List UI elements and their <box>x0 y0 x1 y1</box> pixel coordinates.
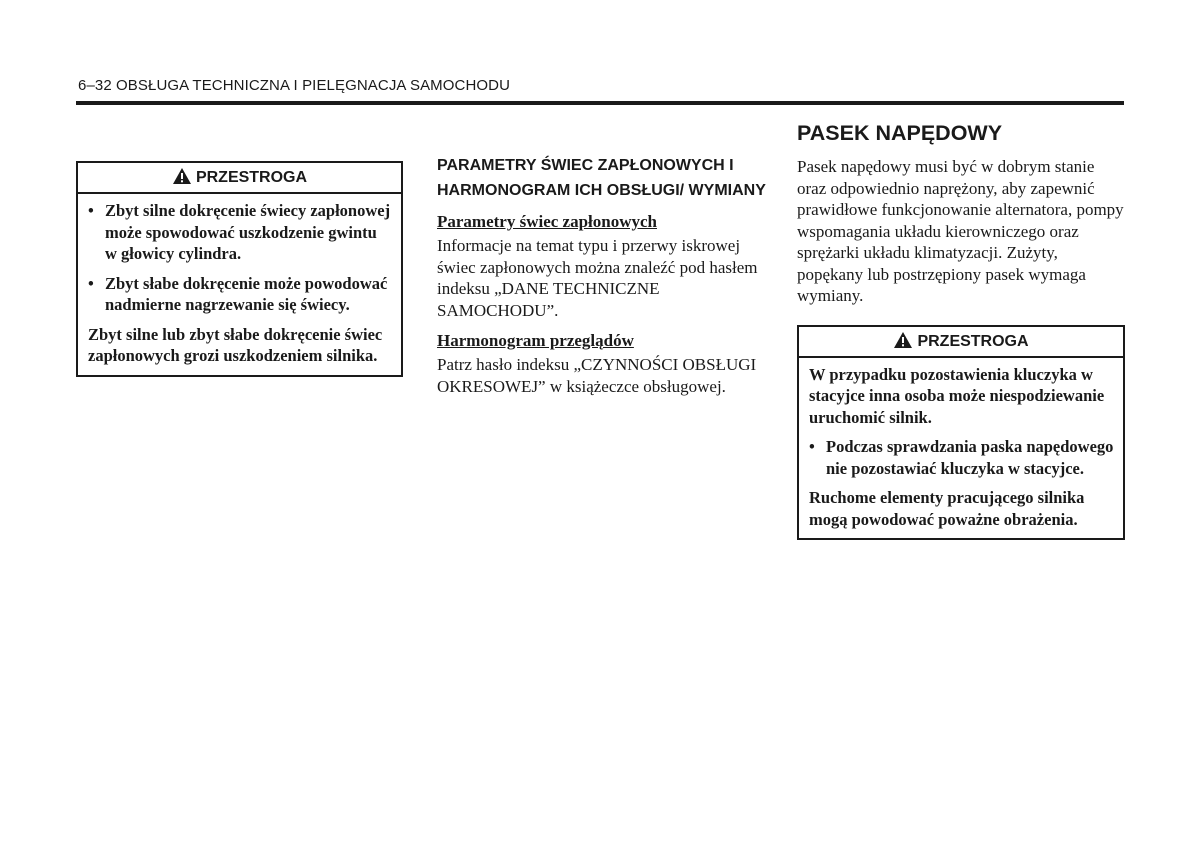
bullet-icon: • <box>88 201 94 220</box>
warning-triangle-icon <box>172 167 192 185</box>
page-header: 6–32 OBSŁUGA TECHNICZNA I PIELĘGNACJA SAMOCHODU <box>78 77 511 94</box>
warning-body <box>799 358 1123 539</box>
left-column <box>76 161 403 377</box>
warning-bullet-text: Podczas sprawdzania paska napędowego nie pozostawiać kluczyka w stacyjce. <box>826 437 1114 478</box>
bullet-icon: • <box>88 273 94 293</box>
right-column <box>797 118 1125 540</box>
warning-intro: W przypadku pozostawienia kluczyka w stacyjce inna osoba może niespodziewanie uruchomić silnik. <box>809 364 1105 427</box>
warning-box-spark-plugs <box>76 161 403 377</box>
warning-heading: PRZESTROGA <box>917 332 1029 350</box>
warning-triangle-icon <box>893 331 913 349</box>
subsection-heading-parameters: Parametry świec zapłonowych <box>437 212 658 231</box>
warning-bullet <box>88 273 392 316</box>
warning-body <box>78 194 401 375</box>
section-title-drive-belt: PASEK NAPĘDOWY <box>797 121 1003 145</box>
warning-bullet-text: Zbyt silne dokręcenie świecy zapłonowej może spowodować uszkodzenie gwintu w głowicy cylindra. <box>105 201 391 263</box>
bullet-icon: • <box>809 437 815 456</box>
header-rule <box>76 101 1124 105</box>
warning-box-drive-belt <box>797 325 1125 541</box>
warning-heading: PRZESTROGA <box>195 169 308 186</box>
warning-footer: Zbyt silne lub zbyt słabe dokręcenie świec zapłonowych grozi uszkodzeniem silnika. <box>88 324 383 365</box>
subsection-text-schedule: Patrz hasło indeksu „CZYNNOŚCI OBSŁUGI OKRESOWEJ” w książeczce obsługowej. <box>437 355 757 396</box>
warning-bullet <box>809 436 1114 479</box>
warning-header <box>799 327 1123 358</box>
drive-belt-text: Pasek napędowy musi być w dobrym stanie oraz odpowiednio naprężony, aby zapewnić prawidłowe funkcjonowanie alternatora, pompy wspomagania układu kierowniczego oraz sprężarki układu klimatyzacji. Zużyty, popękany lub postrzępiony pasek wymaga wymiany. <box>797 157 1124 305</box>
warning-bullet <box>88 200 392 265</box>
middle-column <box>437 154 767 406</box>
warning-bullet-text: Zbyt słabe dokręcenie może powodować nadmierne nagrzewanie się świecy. <box>105 273 388 314</box>
subsection-heading-schedule: Harmonogram przeglądów <box>437 331 634 350</box>
warning-footer: Ruchome elementy pracującego silnika mogą powodować poważne obrażenia. <box>809 488 1085 529</box>
warning-header <box>78 163 401 194</box>
subsection-text-parameters: Informacje na temat typu i przerwy iskrowej świec zapłonowych można znaleźć pod hasłem indeksu „DANE TECHNICZNE SAMOCHODU”. <box>437 236 758 320</box>
section-title: PARAMETRY ŚWIEC ZAPŁONOWYCH I HARMONOGRAM ICH OBSŁUGI/ WYMIANY <box>437 157 766 199</box>
